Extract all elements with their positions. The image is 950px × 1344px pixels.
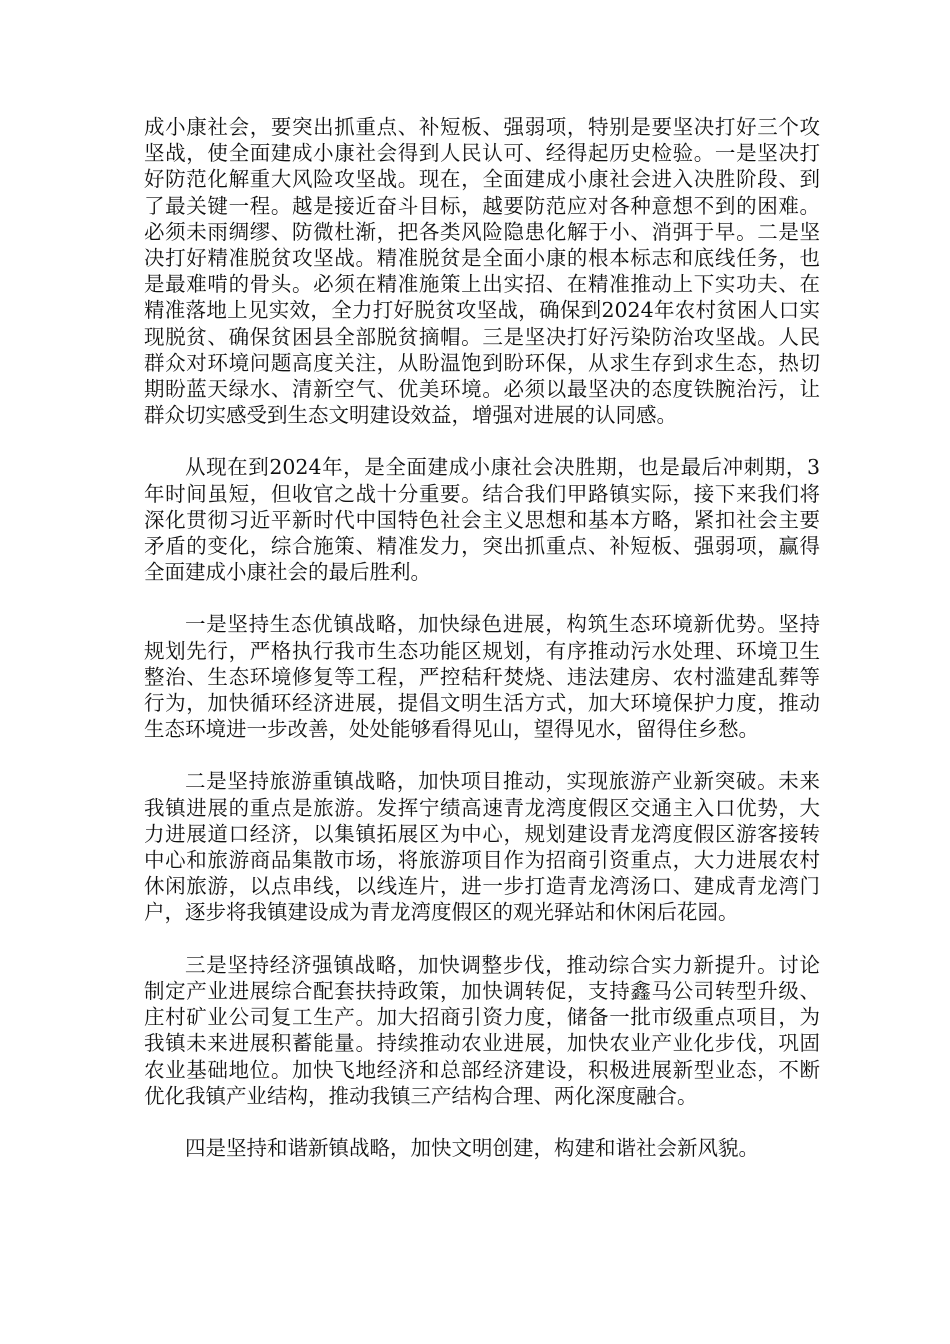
paragraph-harmony-strategy: 四是坚持和谐新镇战略，加快文明创建，构建和谐社会新风貌。	[185, 1135, 759, 1160]
paragraph-ecology-strategy: 一是坚持生态优镇战略，加快绿色进展，构筑生态环境新优势。坚持规划先行，严格执行我市生态功能区规划，有序推动污水处理、环境卫生整治、生态环境修复等工程，严控秸秆焚烧、违法建房、农村滥建乱葬等行为，加快循环经济进展，提倡文明生活方式，加大环境保护力度，推动生态环境进一步改善，处处能够看得见山，望得见水，留得住乡愁。	[144, 612, 820, 742]
paragraph-tourism-strategy: 二是坚持旅游重镇战略，加快项目推动，实现旅游产业新突破。未来我镇进展的重点是旅游。发挥宁绩高速青龙湾度假区交通主入口优势，大力进展道口经济，以集镇拓展区为中心，规划建设青龙湾度假区游客接转中心和旅游商品集散市场，将旅游项目作为招商引资重点，大力进展农村休闲旅游，以点串线，以线连片，进一步打造青龙湾汤口、建成青龙湾门户，逐步将我镇建设成为青龙湾度假区的观光驿站和休闲后花园。	[144, 769, 820, 925]
paragraph-economy-strategy: 三是坚持经济强镇战略，加快调整步伐，推动综合实力新提升。讨论制定产业进展综合配套扶持政策，加快调转促，支持鑫马公司转型升级、庄村矿业公司复工生产。加大招商引资力度，储备一批市级重点项目，为我镇未来进展积蓄能量。持续推动农业进展，加快农业产业化步伐，巩固农业基础地位。加快飞地经济和总部经济建设，积极进展新型业态，不断优化我镇产业结构，推动我镇三产结构合理、两化深度融合。	[144, 952, 820, 1108]
document-page	[144, 114, 820, 1161]
paragraph-decisive-period: 从现在到2024年，是全面建成小康社会决胜期，也是最后冲刺期，3年时间虽短，但收官之战十分重要。结合我们甲路镇实际，接下来我们将深化贯彻习近平新时代中国特色社会主义思想和基本方略，紧扣社会主要矛盾的变化，综合施策、精准发力，突出抓重点、补短板、强弱项，赢得全面建成小康社会的最后胜利。	[144, 455, 820, 585]
paragraph-three-battles: 成小康社会，要突出抓重点、补短板、强弱项，特别是要坚决打好三个攻坚战，使全面建成小康社会得到人民认可、经得起历史检验。一是坚决打好防范化解重大风险攻坚战。现在，全面建成小康社会进入决胜阶段、到了最关键一程。越是接近奋斗目标，越要防范应对各种意想不到的困难。必须未雨绸缪、防微杜渐，把各类风险隐患化解于小、消弭于早。二是坚决打好精准脱贫攻坚战。精准脱贫是全面小康的根本标志和底线任务，也是最难啃的骨头。必须在精准施策上出实招、在精准推动上下实功夫、在精准落地上见实效，全力打好脱贫攻坚战，确保到2024年农村贫困人口实现脱贫、确保贫困县全部脱贫摘帽。三是坚决打好污染防治攻坚战。人民群众对环境问题高度关注，从盼温饱到盼环保，从求生存到求生态，热切期盼蓝天绿水、清新空气、优美环境。必须以最坚决的态度铁腕治污，让群众切实感受到生态文明建设效益，增强对进展的认同感。	[144, 115, 820, 428]
